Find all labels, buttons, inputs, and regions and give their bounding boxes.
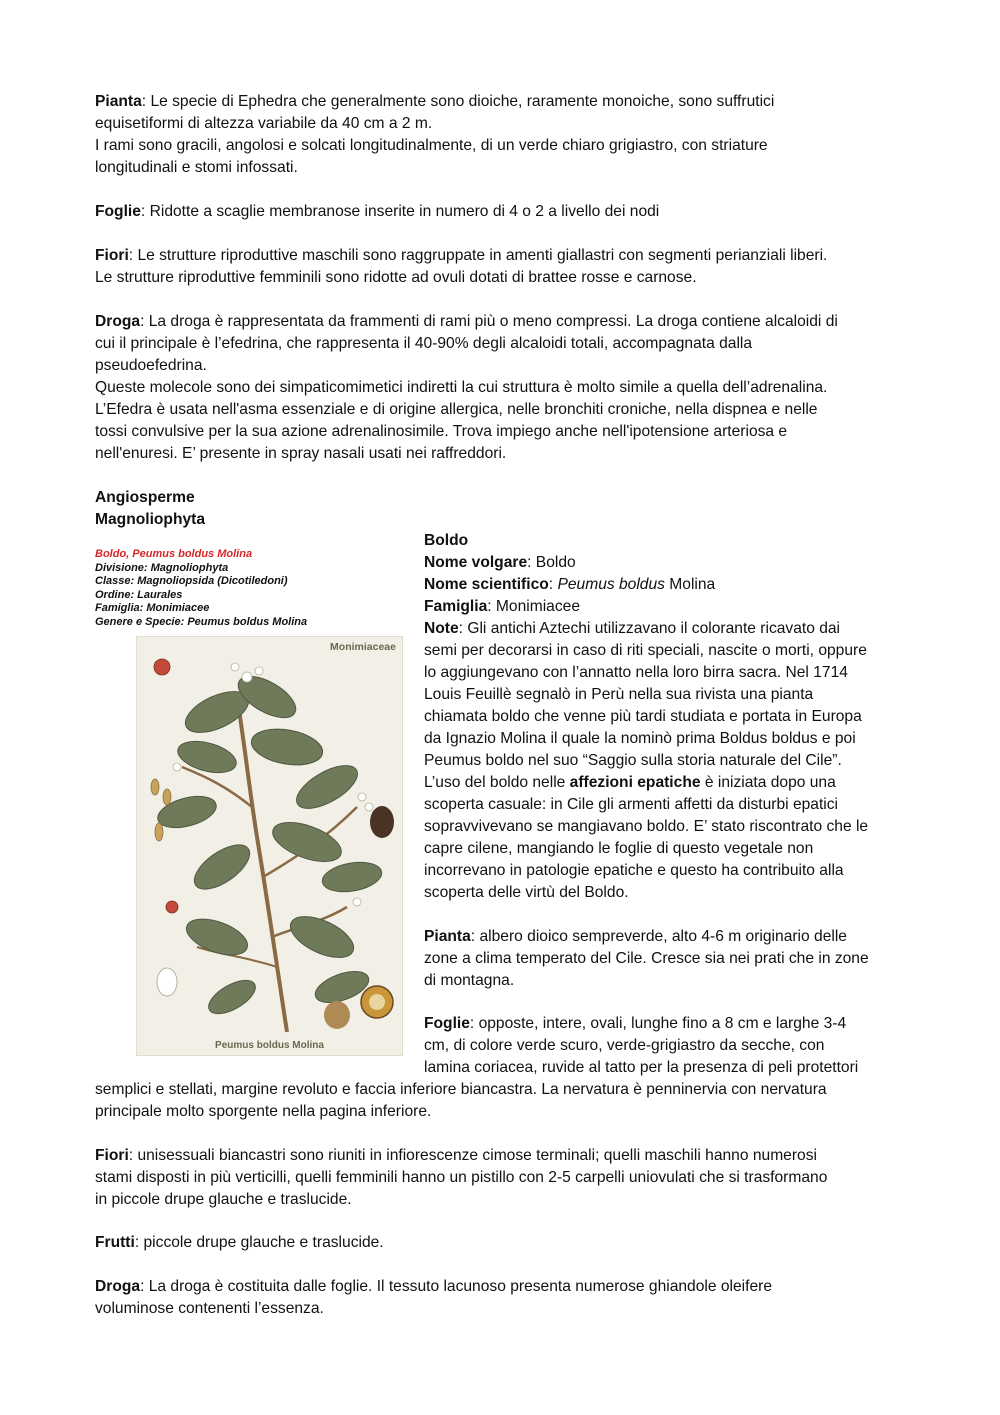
plant-illustration: [137, 637, 402, 1055]
text-line: nell'enuresi. E’ presente in spray nasali usati nei raffreddori.: [95, 445, 507, 462]
text-span: : La droga è rappresentata da frammenti di rami più o meno compressi. La droga contiene alcaloidi di: [140, 313, 838, 330]
text-line: da Ignazio Molina il quale la nominò prima Boldus boldus e poi: [424, 730, 856, 747]
section-heading-angiosperme: Angiosperme: [95, 489, 195, 506]
text-span: : albero dioico sempreverde, alto 4-6 m originario delle: [470, 928, 847, 945]
pianta-paragraph-line: [95, 91, 774, 113]
text-line: I rami sono gracili, angolosi e solcati longitudinalmente, di un verde chiaro grigiastro, con striature: [95, 137, 768, 154]
boldo-droga-label: Droga: [95, 1278, 141, 1295]
text-line: stami disposti in più verticilli, quelli femminili hanno un pistillo con 2-5 carpelli uniovulati che si trasformano: [95, 1169, 828, 1186]
plate-family-label: Monimiaceae: [330, 641, 396, 653]
text-line: incorrevano in patologie epatiche e questo ha contribuito alla: [424, 862, 844, 879]
boldo-fiori-line: [95, 1145, 817, 1167]
nome-volgare-line: [424, 552, 576, 574]
scientific-name-italic: Peumus boldus: [557, 576, 665, 593]
text-line: Louis Feuillè segnalò in Perù nella sua rivista una pianta: [424, 686, 814, 703]
text-line: cm, di colore verde scuro, verde-grigiastro da secche, con: [424, 1037, 825, 1054]
text-span: : La droga è costituita dalle foglie. Il tessuto lacunoso presenta numerose ghiandole oleifere: [140, 1278, 773, 1295]
text-line: scoperta delle virtù del Boldo.: [424, 884, 629, 901]
text-line: semplici e stellati, margine revoluto e faccia inferiore biancastra. La nervatura è penninervia con nervatura: [95, 1081, 827, 1098]
text-line: scoperta casuale: in Cile gli armenti affetti da disturbi epatici: [424, 796, 839, 813]
text-span: : Monimiacee: [487, 598, 580, 615]
foglie-paragraph-line: [95, 201, 659, 223]
boldo-foglie-label: Foglie: [424, 1015, 470, 1032]
nome-scientifico-label: Nome scientifico: [424, 576, 549, 593]
text-line: equisetiformi di altezza variabile da 40 cm a 2 m.: [95, 115, 433, 132]
nome-volgare-label: Nome volgare: [424, 554, 528, 571]
famiglia-label: Famiglia: [424, 598, 488, 615]
plate-species-label: Peumus boldus Molina: [215, 1040, 324, 1051]
text-line: semi per decorarsi in caso di riti speciali, nascite o morti, oppure: [424, 642, 867, 659]
text-span: : Le specie di Ephedra che generalmente sono dioiche, raramente monoiche, sono suffrutici: [141, 93, 775, 110]
boldo-frutti-line: [95, 1232, 384, 1254]
text-line: cui il principale è l’efedrina, che rappresenta il 40-90% degli alcaloidi totali, accompagnata dalla: [95, 335, 753, 352]
text-line: di montagna.: [424, 972, 515, 989]
text-line: L’Efedra è usata nell'asma essenziale e di origine allergica, nelle bronchiti croniche, nella dispnea e nelle: [95, 401, 818, 418]
boldo-droga-line: [95, 1276, 772, 1298]
fiori-label: Fiori: [95, 247, 129, 264]
text-line: sopravvivevano se mangiavano boldo. E’ stato riscontrato che le: [424, 818, 869, 835]
note-line: [424, 618, 840, 640]
note-label: Note: [424, 620, 459, 637]
boldo-fiori-label: Fiori: [95, 1147, 129, 1164]
boldo-pianta-label: Pianta: [424, 928, 471, 945]
fiori-paragraph-line: [95, 245, 827, 267]
text-line: lamina coriacea, ruvide al tatto per la presenza di peli protettori: [424, 1059, 859, 1076]
figure-caption-division: Divisione: Magnoliophyta: [95, 561, 229, 574]
boldo-pianta-line: [424, 926, 847, 948]
text-span: Molina: [664, 576, 716, 593]
text-span: L’uso del boldo nelle: [424, 774, 570, 791]
text-span: : unisessuali biancastri sono riuniti in infiorescenze cimose terminali; quelli maschili hanno numerosi: [128, 1147, 817, 1164]
droga-label: Droga: [95, 313, 141, 330]
text-span: : Gli antichi Aztechi utilizzavano il colorante ricavato dai: [458, 620, 841, 637]
text-line: tossi convulsive per la sua azione adrenalinosimile. Trova impiego anche nell'ipotensione arteriosa e: [95, 423, 788, 440]
text-span: :: [548, 576, 558, 593]
text-line: lo aggiungevano con l’annatto nella loro birra sacra. Nel 1714: [424, 664, 848, 681]
text-span: : piccole drupe glauche e traslucide.: [134, 1234, 384, 1251]
text-line: Peumus boldo nel suo “Saggio sulla storia naturale del Cile”.: [424, 752, 842, 769]
text-line: Queste molecole sono dei simpaticomimetici indiretti la cui struttura è molto simile a quella dell’adrenalina.: [95, 379, 828, 396]
pianta-label: Pianta: [95, 93, 142, 110]
figure-caption-family: Famiglia: Monimiacee: [95, 602, 210, 614]
famiglia-line: [424, 596, 580, 618]
affezioni-epatiche-bold: affezioni epatiche: [569, 774, 701, 791]
boldo-title: Boldo: [424, 532, 469, 549]
figure-caption-species: Genere e Specie: Peumus boldus Molina: [95, 615, 308, 628]
text-span: è iniziata dopo una: [700, 774, 836, 791]
foglie-label: Foglie: [95, 203, 141, 220]
text-line: pseudoefedrina.: [95, 357, 207, 374]
text-line: zone a clima temperato del Cile. Cresce sia nei prati che in zone: [424, 950, 869, 967]
figure-caption: [95, 548, 335, 629]
text-line: longitudinali e stomi infossati.: [95, 159, 298, 176]
text-line: [424, 772, 836, 794]
nome-scientifico-line: [424, 574, 715, 596]
figure-caption-order: Ordine: Laurales: [95, 588, 183, 601]
boldo-frutti-label: Frutti: [95, 1234, 135, 1251]
text-span: : Ridotte a scaglie membranose inserite in numero di 4 o 2 a livello dei nodi: [140, 203, 660, 220]
text-line: principale molto sporgente nella pagina inferiore.: [95, 1103, 432, 1120]
text-span: : Le strutture riproduttive maschili sono raggruppate in amenti giallastri con segmenti perianziali liberi.: [128, 247, 828, 264]
text-line: capre cilene, mangiando le foglie di questo vegetale non: [424, 840, 814, 857]
figure-caption-class: Classe: Magnoliopsida (Dicotiledoni): [95, 575, 288, 587]
text-line: chiamata boldo che venne più tardi studiata e portata in Europa: [424, 708, 862, 725]
boldo-foglie-line: [424, 1013, 846, 1035]
text-line: Le strutture riproduttive femminili sono ridotte ad ovuli dotati di brattee rosse e carnose.: [95, 269, 697, 286]
text-line: in piccole drupe glauche e traslucide.: [95, 1191, 352, 1208]
droga-paragraph-line: [95, 311, 838, 333]
text-line: voluminose contenenti l’essenza.: [95, 1300, 324, 1317]
text-span: : opposte, intere, ovali, lunghe fino a 8 cm e larghe 3-4: [469, 1015, 847, 1032]
botanical-plate-image: [136, 636, 403, 1056]
text-span: : Boldo: [527, 554, 576, 571]
section-heading-magnoliophyta: Magnoliophyta: [95, 511, 206, 528]
figure-caption-title: Boldo, Peumus boldus Molina: [95, 548, 253, 560]
